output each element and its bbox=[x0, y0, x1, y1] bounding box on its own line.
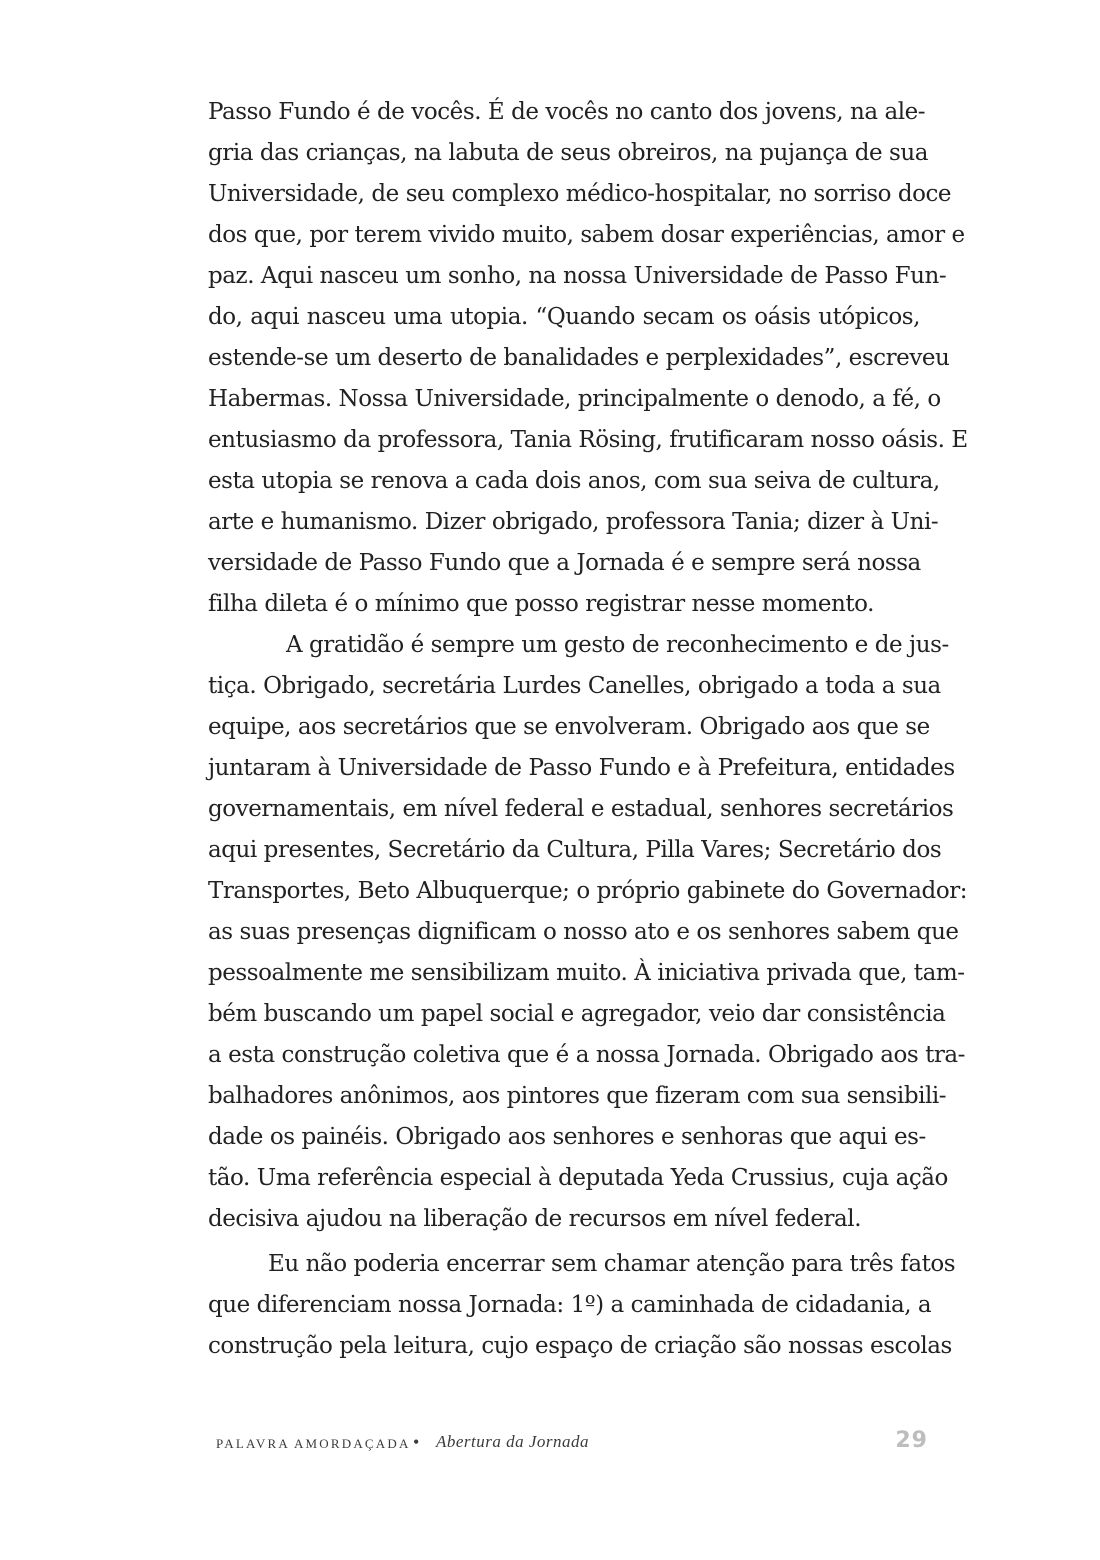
text-line: a esta construção coletiva que é a nossa Jornada. Obrigado aos tra- bbox=[208, 1042, 965, 1068]
text-line: esta utopia se renova a cada dois anos, com sua seiva de cultura, bbox=[208, 468, 940, 494]
text-line: gria das crianças, na labuta de seus obreiros, na pujança de sua bbox=[208, 140, 929, 166]
text-line: balhadores anônimos, aos pintores que fizeram com sua sensibili- bbox=[208, 1083, 947, 1109]
text-line: construção pela leitura, cujo espaço de criação são nossas escolas bbox=[208, 1333, 952, 1359]
text-line: do, aqui nasceu uma utopia. “Quando secam os oásis utópicos, bbox=[208, 304, 920, 330]
text-line: estende-se um deserto de banalidades e perplexidades”, escreveu bbox=[208, 345, 950, 371]
paragraph-1 bbox=[208, 92, 968, 625]
text-line: Passo Fundo é de vocês. É de vocês no canto dos jovens, na ale- bbox=[208, 99, 926, 125]
text-line: governamentais, em nível federal e estadual, senhores secretários bbox=[208, 796, 954, 822]
text-line: filha dileta é o mínimo que posso registrar nesse momento. bbox=[208, 591, 875, 617]
text-line: decisiva ajudou na liberação de recursos em nível federal. bbox=[208, 1206, 862, 1232]
text-line: bém buscando um papel social e agregador, veio dar consistência bbox=[208, 1001, 946, 1027]
paragraph-2 bbox=[208, 625, 968, 1240]
text-line: juntaram à Universidade de Passo Fundo e à Prefeitura, entidades bbox=[208, 755, 955, 781]
text-line: que diferenciam nossa Jornada: 1º) a caminhada de cidadania, a bbox=[208, 1292, 932, 1318]
page-number: 29 bbox=[895, 1428, 928, 1453]
text-line: equipe, aos secretários que se envolveram. Obrigado aos que se bbox=[208, 714, 930, 740]
section-title: Abertura da Jornada bbox=[436, 1432, 590, 1451]
text-line: Habermas. Nossa Universidade, principalmente o denodo, a fé, o bbox=[208, 386, 941, 412]
book-title: PALAVRA AMORDAÇADA bbox=[216, 1436, 411, 1451]
text-line: entusiasmo da professora, Tania Rösing, frutificaram nosso oásis. E bbox=[208, 427, 968, 453]
text-line: tiça. Obrigado, secretária Lurdes Canelles, obrigado a toda a sua bbox=[208, 673, 941, 699]
text-line: tão. Uma referência especial à deputada Yeda Crussius, cuja ação bbox=[208, 1165, 948, 1191]
text-line: Eu não poderia encerrar sem chamar atenção para três fatos bbox=[268, 1251, 956, 1277]
text-line: arte e humanismo. Dizer obrigado, professora Tania; dizer à Uni- bbox=[208, 509, 939, 535]
text-line: aqui presentes, Secretário da Cultura, Pilla Vares; Secretário dos bbox=[208, 837, 942, 863]
running-footer bbox=[216, 1428, 928, 1462]
text-line: versidade de Passo Fundo que a Jornada é e sempre será nossa bbox=[208, 550, 921, 576]
body-text bbox=[208, 92, 968, 1367]
text-line: dade os painéis. Obrigado aos senhores e senhoras que aqui es- bbox=[208, 1124, 926, 1150]
text-line: Transportes, Beto Albuquerque; o próprio gabinete do Governador: bbox=[208, 878, 968, 904]
separator-bullet: • bbox=[413, 1432, 420, 1452]
text-line: as suas presenças dignificam o nosso ato e os senhores sabem que bbox=[208, 919, 959, 945]
text-line: pessoalmente me sensibilizam muito. À iniciativa privada que, tam- bbox=[208, 960, 965, 986]
text-line: Universidade, de seu complexo médico-hospitalar, no sorriso doce bbox=[208, 181, 952, 207]
paragraph-3 bbox=[208, 1244, 956, 1367]
text-line: A gratidão é sempre um gesto de reconhecimento e de jus- bbox=[286, 632, 949, 658]
text-line: dos que, por terem vivido muito, sabem dosar experiências, amor e bbox=[208, 222, 965, 248]
text-line: paz. Aqui nasceu um sonho, na nossa Universidade de Passo Fun- bbox=[208, 263, 947, 289]
